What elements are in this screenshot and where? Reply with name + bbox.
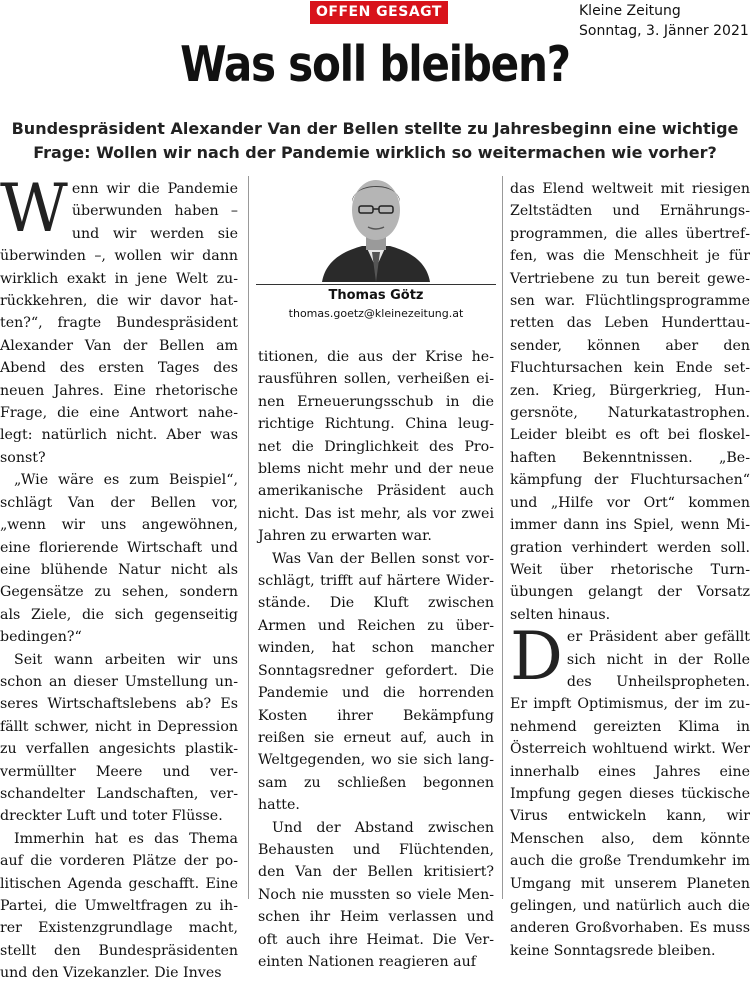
subheadline-line-1: Bundespräsident Alexander Van der Bellen stellte zu Jahresbeginn eine wichtige (11, 119, 739, 138)
paragraph: Seit wann arbeiten wir uns schon an dieser Umstellung unseres Wirtschaftslebens ab? Es fällt schwer, nicht in Depression zu verfallen angesichts plastikvermüllter Meere und verschandelter Landschaften, verdreckter Luft und toter Flüsse. (0, 651, 238, 825)
newspaper-name: Kleine Zeitung (579, 3, 681, 19)
author-portrait (304, 172, 448, 282)
paragraph (0, 170, 238, 469)
drop-cap: W (0, 170, 68, 247)
author-rule (256, 284, 496, 285)
paragraph: Was Van der Bellen sonst vorschlägt, trifft auf härtere Widerstände. Die Kluft zwischen Armen und Reichen zu überwinden, hat schon mancher Sonntagsredner gefordert. Die Pandemie und die horrenden Kosten ihrer Bekämpfung reißen sie erneut auf, auch in Weltgegenden, wo sie sich langsam zu schließen begonnen hatte. (258, 550, 494, 814)
subheadline-line-2: Frage: Wollen wir nach der Pandemie wirklich so weitermachen wie vorher? (33, 143, 717, 162)
column-divider (248, 176, 249, 899)
paragraph: titionen, die aus der Krise herausführen sollen, verheißen einen Erneuerungsschub in die richtige Richtung. China leugnet die Dringlichkeit des Problems nicht mehr und der neue amerikanische Präsident auch nicht. Das ist mehr, als vor zwei Jahren zu erwarten war. (258, 349, 494, 545)
drop-cap: D (510, 618, 563, 696)
paragraph: „Wie wäre es zum Beispiel“, schlägt Van der Bellen vor, „wenn wir uns angewöhnen, eine florierende Wirtschaft und eine blühende Natur nicht als Gegensätze zu sehen, sondern als Ziele, die sich gegenseitig bedingen?“ (0, 472, 238, 646)
paragraph: Immerhin hat es das Thema auf die vorderen Plätze der politischen Agenda geschafft. Eine Partei, die Umweltfragen zu ihrer Existenzgrundlage macht, stellt den Bundespräsidenten und den Vizekanzler. Die Inves (0, 830, 238, 982)
article-column-2 (258, 346, 494, 973)
section-kicker: OFFEN GESAGT (310, 1, 448, 24)
subheadline (0, 117, 750, 165)
paragraph-text: er Präsident aber gefällt sich nicht in der Rolle des Unheilspropheten. Er impft Optimismus, der im zunehmend gereizten Klima in Österreich wohltuend wirkt. Wer innerhalb eines Jahres eine Impfung gegen dieses tückische Virus entwickeln kann, wir Menschen also, dem könnte auch die große Trendumkehr im Umgang mit unserem Planeten gelingen, und natürlich auch die anderen Großvorhaben. Es muss keine Sonntagsrede bleiben. (510, 629, 750, 959)
headline: Was soll bleiben? (180, 36, 570, 93)
paragraph-text: enn wir die Pandemie überwunden haben – und wir werden sie überwinden –, wollen wir dann wirklich exakt in jene Welt zurückkehren, die wir davor hatten?“, fragte Bundespräsident Alexander Van der Bellen am Abend des ersten Tages des neuen Jahres. Eine rhetorische Frage, die eine Antwort nahelegt: natürlich nicht. Aber was sonst? (0, 181, 238, 466)
column-divider (502, 176, 503, 899)
paragraph: das Elend weltweit mit riesigen Zeltstädten und Ernährungsprogrammen, die alles übertreffen, was die Menschheit je für Vertriebene zu tun bereit gewesen war. Flüchtlingsprogramme retten das Leben Hunderttausender, können aber den Fluchtursachen kein Ende setzen. Krieg, Bürgerkrieg, Hungersnöte, Naturkatastrophen. Leider bleibt es oft bei floskelhaften Bekenntnissen. „Bekämpfung der Fluchtursachen“ und „Hilfe vor Ort“ kommen immer dann ins Spiel, wenn Migration verhindert werden soll. Weit über rhetorische Turnübungen gelangt der Vorsatz selten hinaus. (510, 181, 750, 623)
author-box (256, 170, 496, 330)
article-column-1 (0, 170, 238, 985)
publication-date: Sonntag, 3. Jänner 2021 (579, 23, 749, 39)
paragraph: Und der Abstand zwischen Behausten und Flüchtenden, den Van der Bellen kritisiert? Noch nie mussten so viele Menschen ihr Heim verlassen und oft auch ihre Heimat. Die Vereinten Nationen reagieren auf (258, 819, 494, 970)
author-name: Thomas Götz (328, 288, 424, 303)
article-column-3 (510, 178, 750, 962)
paragraph (510, 618, 750, 962)
author-email: thomas.goetz@kleinezeitung.at (288, 307, 464, 320)
